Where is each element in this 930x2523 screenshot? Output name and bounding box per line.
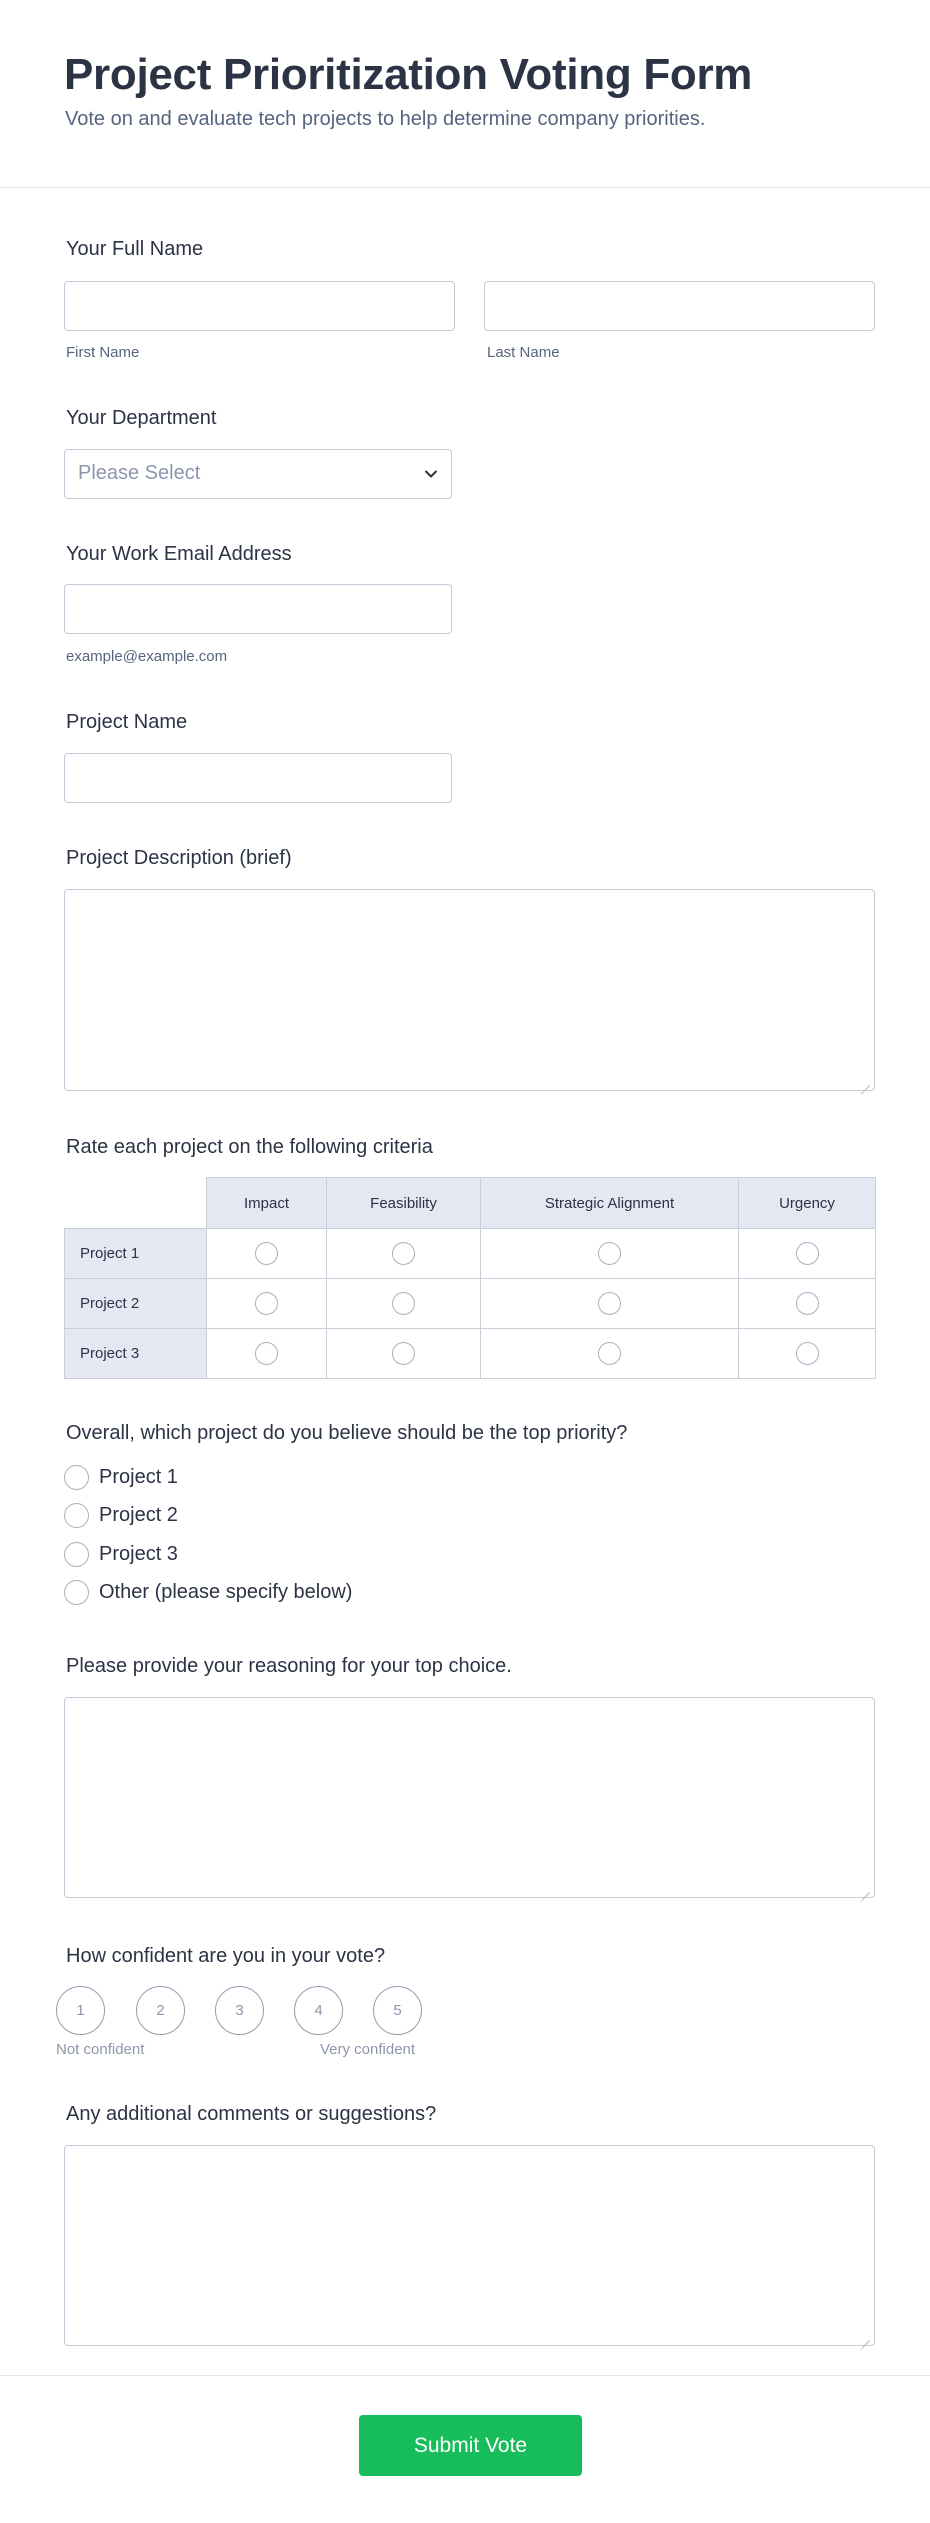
matrix-column-header: Impact (207, 1178, 327, 1229)
matrix-row-label: Project 1 (65, 1229, 207, 1279)
department-select[interactable] (64, 449, 452, 499)
matrix-radio[interactable] (255, 1342, 278, 1365)
matrix-row (65, 1229, 876, 1279)
matrix-cell (327, 1229, 481, 1279)
radio-button[interactable] (64, 1465, 89, 1490)
matrix-row (65, 1329, 876, 1379)
full-name-label: Your Full Name (66, 238, 204, 260)
scale-option-1[interactable]: 1 (56, 1986, 105, 2035)
matrix-radio[interactable] (598, 1292, 621, 1315)
matrix-row-label: Project 2 (65, 1279, 207, 1329)
email-input[interactable] (64, 584, 452, 634)
email-sublabel: example@example.com (66, 648, 228, 665)
matrix-cell (207, 1279, 327, 1329)
reasoning-textarea[interactable] (64, 1697, 875, 1898)
scale-option-2[interactable]: 2 (136, 1986, 185, 2035)
submit-button[interactable]: Submit Vote (359, 2415, 582, 2476)
last-name-sublabel: Last Name (487, 344, 560, 361)
matrix-radio[interactable] (392, 1342, 415, 1365)
matrix-cell (739, 1279, 876, 1329)
top-priority-option[interactable] (64, 1579, 352, 1605)
scale-option-5[interactable]: 5 (373, 1986, 422, 2035)
first-name-sublabel: First Name (66, 344, 140, 361)
confidence-label: How confident are you in your vote? (66, 1945, 386, 1967)
top-priority-label: Overall, which project do you believe should be the top priority? (66, 1422, 628, 1444)
radio-button[interactable] (64, 1542, 89, 1567)
radio-option-label: Project 2 (99, 1503, 178, 1526)
department-label: Your Department (66, 407, 217, 429)
reasoning-label: Please provide your reasoning for your top choice. (66, 1655, 512, 1677)
scale-low-label: Not confident (56, 2041, 145, 2058)
top-priority-option[interactable] (64, 1464, 178, 1490)
criteria-label: Rate each project on the following criteria (66, 1136, 433, 1158)
scale-option-3[interactable]: 3 (215, 1986, 264, 2035)
matrix-cell (739, 1229, 876, 1279)
matrix-cell (327, 1279, 481, 1329)
project-name-label: Project Name (66, 711, 188, 733)
matrix-radio[interactable] (392, 1242, 415, 1265)
top-priority-option[interactable] (64, 1502, 178, 1528)
matrix-radio[interactable] (796, 1292, 819, 1315)
matrix-column-header: Strategic Alignment (481, 1178, 739, 1229)
radio-button[interactable] (64, 1580, 89, 1605)
radio-option-label: Other (please specify below) (99, 1580, 353, 1603)
matrix-radio[interactable] (598, 1242, 621, 1265)
form-header (0, 0, 930, 188)
first-name-input[interactable] (64, 281, 455, 331)
matrix-cell (481, 1329, 739, 1379)
radio-option-label: Project 1 (99, 1465, 178, 1488)
comments-textarea[interactable] (64, 2145, 875, 2346)
matrix-radio[interactable] (392, 1292, 415, 1315)
resize-grip-icon[interactable] (860, 1076, 870, 1086)
resize-grip-icon[interactable] (860, 1883, 870, 1893)
radio-button[interactable] (64, 1503, 89, 1528)
email-label: Your Work Email Address (66, 543, 292, 565)
matrix-cell (327, 1329, 481, 1379)
project-name-input[interactable] (64, 753, 452, 803)
matrix-row (65, 1279, 876, 1329)
last-name-input[interactable] (484, 281, 875, 331)
department-placeholder: Please Select (78, 462, 201, 484)
top-priority-option[interactable] (64, 1541, 178, 1567)
project-description-label: Project Description (brief) (66, 847, 292, 869)
matrix-column-header: Urgency (739, 1178, 876, 1229)
matrix-radio[interactable] (796, 1242, 819, 1265)
scale-high-label: Very confident (320, 2041, 416, 2058)
matrix-cell (481, 1279, 739, 1329)
resize-grip-icon[interactable] (860, 2331, 870, 2341)
matrix-cell (739, 1329, 876, 1379)
comments-label: Any additional comments or suggestions? (66, 2103, 437, 2125)
form-title: Project Prioritization Voting Form (64, 50, 753, 99)
matrix-cell (481, 1229, 739, 1279)
criteria-matrix (64, 1177, 876, 1379)
matrix-corner (65, 1178, 207, 1229)
matrix-radio[interactable] (598, 1342, 621, 1365)
matrix-column-header: Feasibility (327, 1178, 481, 1229)
matrix-row-label: Project 3 (65, 1329, 207, 1379)
project-description-textarea[interactable] (64, 889, 875, 1091)
chevron-down-icon (423, 466, 439, 482)
matrix-cell (207, 1329, 327, 1379)
matrix-radio[interactable] (796, 1342, 819, 1365)
matrix-cell (207, 1229, 327, 1279)
matrix-radio[interactable] (255, 1292, 278, 1315)
radio-option-label: Project 3 (99, 1542, 178, 1565)
form-subtitle: Vote on and evaluate tech projects to help determine company priorities. (65, 108, 706, 130)
scale-option-4[interactable]: 4 (294, 1986, 343, 2035)
matrix-radio[interactable] (255, 1242, 278, 1265)
